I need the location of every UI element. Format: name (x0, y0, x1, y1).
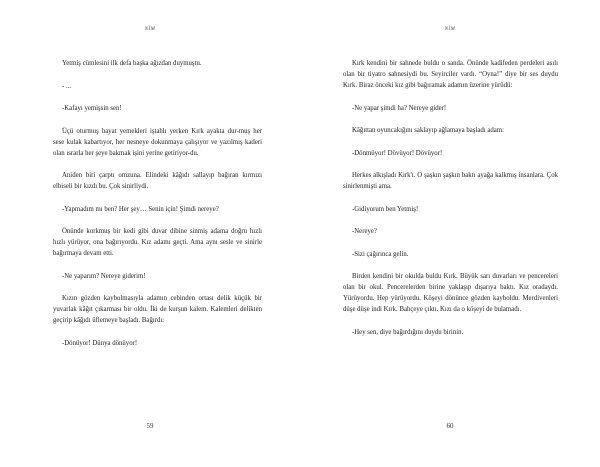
paragraph: Üçü oturmuş bayat yemekleri iştahlı yerken Kırk ayakta dur-muş her sese kulak kabartıyor, her nesneye dokunmaya çalışıyor ve yazılmış kaderi olan ısrarla her şeye bakmak işini yerine getiriyor-du. (53, 127, 262, 157)
paragraph: Kızın gözden kaybolmasıyla adamın cebinden ortası delik küçük bir yuvarlak kâğıt çıkarması bir oldu. İki de kurşun kalem. Kalemleri delikten geçirip kâğıdı üflemeye başladı. Bağırdı: (53, 295, 262, 324)
paragraph: -Dönüyor! Dünya dönüyor! (62, 339, 138, 347)
paragraph: -Sizi çağırınca gelin. (352, 250, 409, 258)
paragraph: Kâğıttan oyuncakığını saklayıp ağlamaya başladı adam: (352, 127, 504, 134)
running-head: NİM (444, 27, 456, 32)
paragraph: Yetmiş cümlesini ilk defa başka ağızdan duymuştu. (62, 60, 202, 67)
paragraph: Aniden biri çarptı omzuna. Elindeki kâğıdı sallayıp bağıran kırmızı elbiseli bir kızdı bu. Çok sinirliydi. (53, 172, 262, 190)
paragraph: -Ne yaparım? Nereye giderim! (62, 272, 146, 280)
right-page (300, 0, 600, 467)
paragraph: -Yapmadım mı ben? Her şey… Senin için! Şimdi nereye? (62, 205, 219, 213)
paragraph: -Ne yapar şimdi ha? Nereye gider! (352, 104, 447, 112)
page-number: 59 (146, 422, 154, 430)
paragraph: Önünde korkmuş bir kedi gibi duvar dibine sinmiş adama doğru hızlı hızlı yürüyor, ona bağırıyordu. Kız adamı geçti. Ama aynı sesle ve sinirle bağırmaya devam etti. (53, 228, 262, 257)
paragraph: -Dönmüyor! Dövüyor! Dövüyor! (352, 149, 443, 157)
paragraph: -Hey sen, diye bağırdığını duydu birinin. (352, 328, 464, 336)
paragraph: Herkes alkışladı Kırk'ı. O şaşkın şaşkın baktı ayağa kalkmış insanlara. Çok sinirlenmişti ama. (343, 172, 558, 190)
paragraph: -Nereye? (352, 228, 377, 235)
paragraph: Kırk kendini bir sahnede buldu o sanda. Önünde kadifeden perdeleri asılı olan bir tiyatro sahnesiydi bu. Seyirciler vardı. “Oyna!” diye bir ses duydu Kırk. Biraz önceki kız gibi bağıramak adamın üzerine yürüdü: (343, 60, 558, 89)
paragraph: -Kafayı yemişsin sen! (62, 105, 122, 112)
paragraph: Birden kendini bir okulda buldu Kırk. Büyük sarı duvarları ve pencereleri olan bir okul. Pencerelerden birine yaklaşıp dışarıya baktı. Kız oradaydı. Yürüyordu. Hep yürüyordu. Köşeyi dönünce gözden kayboldu. Merdivenleri düşe düşe indi Kırk. Bahçeye çıktı. Kızı da o köşeyi de bulamadı. (343, 273, 558, 313)
text-block (343, 58, 558, 349)
paragraph: - ... (62, 82, 72, 90)
paragraph: -Gidiyorum ben Yetmiş! (352, 205, 419, 213)
running-head: NİM (144, 27, 156, 32)
text-block (53, 58, 262, 360)
page-number: 60 (446, 422, 454, 430)
